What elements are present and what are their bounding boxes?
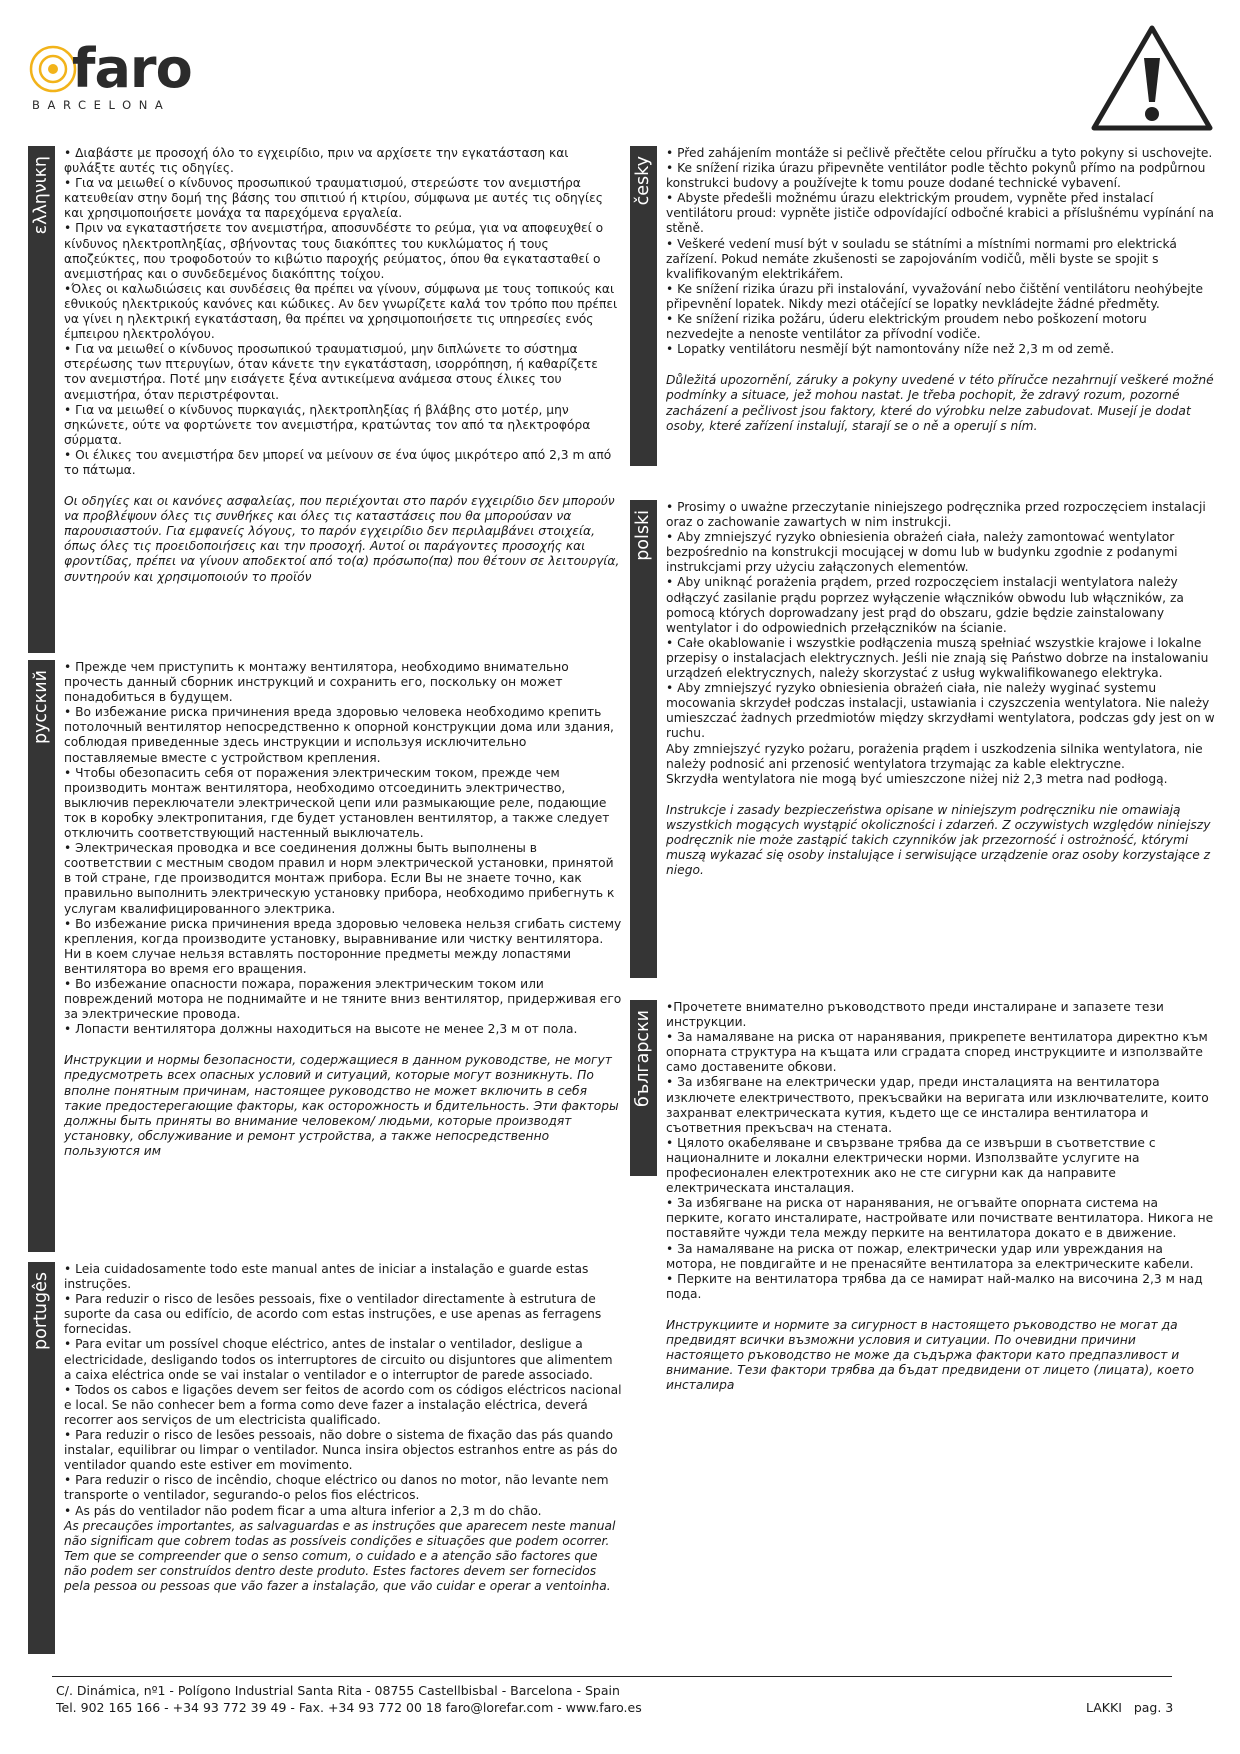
instruction-item: Aby zmniejszyć ryzyko pożaru, porażenia prądem i uszkodzenia silnika wentylatora, nie należy podnosić ani przenosić wentylatora trzymając za kable elektryczne. <box>666 741 1203 771</box>
model-name: LAKKI <box>1086 1700 1122 1715</box>
instruction-item: • Οι έλικες του ανεμιστήρα δεν μπορεί να μείνουν σε ένα ύψος μικρότερο από 2,3 m από το πάτωμα. <box>64 447 612 477</box>
note-greek: Οι οδηγίες και οι κανόνες ασφαλείας, που περιέχονται στο παρόν εγχειρίδιο δεν μπορούν να προβλέψουν όλες τις συνθήκες και όλες τις καταστάσεις που θα μπορούσαν να παρουσιαστούν. Για εμφανείς λόγους, το παρόν εγχειρίδιο δεν περιλαμβάνει στοιχεία, όπως όλες τις προειδοποιήσεις και την προσοχή. Αυτοί οι παράγοντες προσοχής και φροντίδας, πρέπει να γίνουν αποδεκτοί από το(α) πρόσωπο(πα) που θέτουν σε λειτουργία, συντηρούν και χρησιμοποιούν το προϊόν <box>64 494 620 584</box>
instruction-item: • Во избежание риска причинения вреда здоровью человека нельзя сгибать систему крепления, когда производите установку, выравнивание или чистку вентилятора. Ни в коем случае нельзя вставлять посторонние предметы между лопастями вентилятора во время его вращения. <box>64 916 622 976</box>
brand-subtitle: BARCELONA <box>32 98 171 112</box>
instruction-item: • Před zahájením montáže si pečlivě přečtěte celou příručku a tyto pokyny si uschovejte. <box>666 146 1213 160</box>
instructions-greek <box>64 146 622 478</box>
instruction-item: • Πριν να εγκαταστήσετε τον ανεμιστήρα, αποσυνδέστε το ρεύμα, για να αποφευχθεί ο κίνδυνος ηλεκτροπληξίας, σβήνοντας τους διακόπτες του κυκλώματος ή τους αποζεύκτες, που τροφοδοτούν το κιβώτιο παροχής ρεύματος, όπου θα εγκατασταθεί ο ανεμιστήρας και ο συνδεδεμένος διακόπτης τοίχου. <box>64 221 604 281</box>
instruction-item: • Para reduzir o risco de lesões pessoais, não dobre o sistema de fixação das pás quando instalar, equilibrar ou limpar o ventilador. Nunca insira objectos estranhos entre as pás do ventilador quando este estiver em movimento. <box>64 1428 618 1473</box>
instruction-item: • За намаляване на риска от наранявания, прикрепете вентилатора директно към опорната структура на къщата или сградата според инструкциите и използвайте само доставените обкови. <box>666 1030 1208 1075</box>
instruction-item: • Para reduzir o risco de lesões pessoais, fixe o ventilador directamente à estrutura de suporte da casa ou edifício, de acordo com estas instruções, e use apenas as ferragens fornecidas. <box>64 1292 602 1337</box>
instruction-item: • Lopatky ventilátoru nesmějí být namontovány níže než 2,3 m od země. <box>666 342 1115 357</box>
section-czech <box>630 146 1215 466</box>
instruction-item: • Aby uniknąć porażenia prądem, przed rozpoczęciem instalacji wentylatora należy odłączyć zasilanie prądu poprzez wyłączenie włączników obwodu lub włączników, za pomocą których doprowadzany jest prąd do obszaru, gdzie będzie zainstalowany wentylator i do odpowiednich przełączników na ścianie. <box>666 575 1184 635</box>
language-tab-polish: polski <box>630 500 657 978</box>
brand-name: faro <box>72 37 192 100</box>
instructions-russian <box>64 660 622 1037</box>
instruction-item: • Veškeré vedení musí být v souladu se státními a místními normami pro elektrická zařízení. Pokud nemáte zkušenosti se zapojováním vodičů, měli byste se spojit s kvalifikovaným elektrikářem. <box>666 236 1177 281</box>
instruction-item: • Aby zmniejszyć ryzyko obniesienia obrażeń ciała, należy zamontować wentylator bezpośrednio na konstrukcji mocującej w domu lub w budynku zgodnie z podanymi instrukcjami przy użyciu załączonych elementów. <box>666 530 1178 575</box>
instruction-item: • Лопасти вентилятора должны находиться на высоте не менее 2,3 м от пола. <box>64 1022 578 1037</box>
instruction-item: • Электрическая проводка и все соединения должны быть выполнены в соответствии с местным сводом правил и норм электрической установки, принятой в той стране, где производится монтаж прибора. Если Вы не знаете точно, как правильно выполнить электрическую установку прибора, необходимо прибегнуть к услугам квалифицированного электрика. <box>64 841 615 916</box>
instruction-item: • Перките на вентилатора трябва да се намират най-малко на височина 2,3 м над пода. <box>666 1271 1203 1301</box>
language-tab-russian: русский <box>28 660 55 1252</box>
instruction-item: • Για να μειωθεί ο κίνδυνος πυρκαγιάς, ηλεκτροπληξίας ή βλάβης στο μοτέρ, μην σηκώνετε, ούτε να φορτώνετε τον ανεμιστήρα, κρατώντας τον από τα ηλεκτροφόρα σύρματα. <box>64 402 591 447</box>
language-tab-greek: ελληνικη <box>28 146 55 653</box>
instruction-item: • Прежде чем приступить к монтажу вентилятора, необходимо внимательно прочесть данный сборник инструкций и сохранить его, поскольку он может понадобиться в будущем. <box>64 660 569 705</box>
instruction-item: • Leia cuidadosamente todo este manual antes de iniciar a instalação e guarde estas instruções. <box>64 1262 589 1292</box>
instruction-item: • За намаляване на риска от пожар, електрически удар или увреждания на мотора, не повдигайте и не пренасяйте вентилатора за електрическите кабели. <box>666 1241 1194 1271</box>
instruction-item: • Ke snížení rizika úrazu při instalování, vyvažování nebo čištění ventilátoru neohýbejte připevnění lopatek. Nikdy mezi otáčející se lopatky nevkládejte žádné předměty. <box>666 281 1203 311</box>
warning-triangle-icon <box>1088 22 1216 134</box>
instruction-item: • За избягване на риска от наранявания, не огъвайте опорната система на перките, когато инсталирате, настройвате или почиствате вентилатора. Никога не поставяйте чужди тела между перките на вентилатора докато е в движение. <box>666 1196 1214 1241</box>
instruction-item: • Για να μειωθεί ο κίνδυνος προσωπικού τραυματισμού, μην διπλώνετε το σύστημα στερέωσης των πτερυγίων, όταν κάνετε την εγκατάσταση, ισορρόπηση, ή καθαρίζετε τον ανεμιστήρα. Ποτέ μην εισάγετε ξένα αντικείμενα ανάμεσα στους έλικες του ανεμιστήρα, όταν περιστρέφονται. <box>64 342 598 402</box>
language-tab-bulgarian: български <box>630 1000 657 1176</box>
footer-page-info <box>1086 1700 1173 1715</box>
instruction-item: • Чтобы обезопасить себя от поражения электрическим током, прежде чем производить монтаж вентилятора, необходимо отсоединить электричество, выключив переключатели электрической цепи или размыкающие реле, подающие ток в коробку электропитания, где будет установлен вентилятор, а также следует отключить соответствующий настенный выключатель. <box>64 765 610 841</box>
instruction-item: • Για να μειωθεί ο κίνδυνος προσωπικού τραυματισμού, στερεώστε τον ανεμιστήρα κατευθείαν στην δομή της βάσης του σπιτιού ή κτιρίου, σύμφωνα με αυτές τις οδηγίες και χρησιμοποιήσετε μονάχα τα παρεχόμενα εργαλεία. <box>64 176 603 221</box>
section-bulgarian <box>630 1000 1215 1420</box>
section-russian <box>28 660 622 1252</box>
sun-logo-icon <box>28 44 78 94</box>
instruction-item: • Całe okablowanie i wszystkie podłączenia muszą spełniać wszystkie krajowe i lokalne przepisy o instalacjach elektrycznych. Jeśli nie znają się Państwo dobrze na instalowaniu urządzeń elektrycznych, należy skorzystać z usług wykwalifikowanego elektryka. <box>666 635 1209 681</box>
instruction-item: • За избягване на електрически удар, преди инсталацията на вентилатора изключете електричеството, прекъсвайки на веригата или изключвателите, които захранват електрическата кутия, където ще се инсталира вентилатора и съответния прекъсвач на стената. <box>666 1075 1209 1135</box>
instructions-czech <box>666 146 1215 357</box>
instruction-item: •Прочетете внимателно ръководството преди инсталиране и запазете тези инструкции. <box>666 1000 1164 1030</box>
section-portuguese <box>28 1262 622 1654</box>
instructions-polish <box>666 500 1215 787</box>
footer-phone-email-web: Tel. 902 165 166 - +34 93 772 39 49 - Fax. +34 93 772 00 18 faro@lorefar.com - www.faro.es <box>56 1700 642 1715</box>
language-tab-portuguese: portugês <box>28 1262 55 1654</box>
note-bulgarian: Инструкциите и нормите за сигурност в настоящето ръководство не могат да предвидят всички възможни условия и ситуации. По очевидни причини настоящето ръководство не може да съдържа фактори като предпазливост и внимание. Тези фактори трябва да бъдат предвидени от лицето (лицата), което инсталира <box>666 1317 1195 1393</box>
instruction-item: • Ke snížení rizika požáru, úderu elektrickým proudem nebo poškození motoru nezvedejte a nenoste ventilátor za přívodní vodiče. <box>666 312 1147 342</box>
note-russian: Инструкции и нормы безопасности, содержащиеся в данном руководстве, не могут предусмотреть всех опасных условий и ситуаций, которые могут возникнуть. По вполне понятным причинам, настоящее руководство не может включить в себя такие предостерегающие факторы, как осторожность и бдительность. Эти факторы должны быть приняты во внимание человеком/ людьми, которые производят установку, обслуживание и ремонт устройства, а также непосредственно пользуются им <box>64 1053 619 1158</box>
instruction-item: • Para reduzir o risco de incêndio, choque eléctrico ou danos no motor, não levante nem transporte o ventilador, segurando-o pelos fios eléctricos. <box>64 1473 609 1503</box>
instruction-item: Skrzydła wentylatora nie mogą być umieszczone niżej niż 2,3 metra nad podłogą. <box>666 771 1168 786</box>
footer-contact <box>56 1682 642 1716</box>
language-tab-czech: česky <box>630 146 657 466</box>
instruction-item: • Ke snížení rizika úrazu připevněte ventilátor podle těchto pokynů přímo na podpůrnou konstrukci budovy a používejte k tomu pouze dodané technické vybavení. <box>666 161 1206 191</box>
instruction-item: • Цялото окабеляване и свързване трябва да се извърши в съответствие с националните и локални електрически норми. Използвайте услугите на професионален електротехник ако не сте сигурни как да направите електрическата инсталация. <box>666 1135 1156 1196</box>
instruction-item: • Во избежание риска причинения вреда здоровью человека необходимо крепить потолочный вентилятор непосредственно к опорной конструкции дома или здания, соблюдая приведенные здесь инструкции и используя исключительно поставляемые вместе с устройством крепления. <box>64 705 614 765</box>
note-czech: Důležitá upozornění, záruky a pokyny uvedené v této příručce nezahrnují veškeré možné podmínky a situace, jež mohou nastat. Je třeba pochopit, že zdravý rozum, pozorné zacházení a pečlivost jsou faktory, které do výrobku nelze zabudovat. Musejí je dodat osoby, které zařízení instalují, starají se o ně a operují s ním. <box>666 373 1214 433</box>
instruction-item: • As pás do ventilador não podem ficar a uma altura inferior a 2,3 m do chão. <box>64 1503 542 1518</box>
footer-address: C/. Dinámica, nº1 - Polígono Industrial Santa Rita - 08755 Castellbisbal - Barcelona - Spain <box>56 1683 620 1698</box>
instructions-bulgarian <box>666 1000 1215 1302</box>
instruction-item: • Aby zmniejszyć ryzyko obniesienia obrażeń ciała, nie należy wyginać systemu mocowania skrzydeł podczas instalacji, ustawiania i czyszczenia wentylatora. Nie należy umieszczać żadnych przedmiotów między skrzydłami wentylatora, podczas gdy jest on w ruchu. <box>666 681 1215 741</box>
instruction-item: • Para evitar um possível choque eléctrico, antes de instalar o ventilador, desligue a electricidade, desligando todos os interruptores de circuito ou disjuntores que alimentem a caixa eléctrica onde se vai instalar o ventilador e o interruptor de parede associado. <box>64 1337 613 1382</box>
instruction-item: • Διαβάστε με προσοχή όλο το εγχειρίδιο, πριν να αρχίσετε την εγκατάσταση και φυλάξτε αυτές τις οδηγίες. <box>64 146 569 176</box>
instruction-item: • Todos os cabos e ligações devem ser feitos de acordo com os códigos eléctricos nacional e local. Se não conhecer bem a forma como deve fazer a instalação eléctrica, deverá recorrer aos serviços de um electricista qualificado. <box>64 1382 622 1427</box>
note-portuguese: As precauções importantes, as salvaguardas e as instruções que aparecem neste manual não significam que cobrem todas as possíveis condições e situações que podem ocorrer. Tem que se compreender que o senso comum, o cuidado e a atenção são factores que não podem ser construídos dentro deste produto. Estes factores devem ser fornecidos pela pessoa ou pessoas que vão fazer a instalação, que vão cuidar e operar a ventoinha. <box>64 1518 616 1593</box>
instructions-portuguese <box>64 1262 622 1519</box>
instruction-item: • Prosimy o uważne przeczytanie niniejszego podręcznika przed rozpoczęciem instalacji oraz o zachowanie zawartych w nim instrukcji. <box>666 500 1206 530</box>
section-polish <box>630 500 1215 978</box>
note-polish: Instrukcje i zasady bezpieczeństwa opisane w niniejszym podręczniku nie omawiają wszystkich mogących wystąpić okoliczności i zdarzeń. Z oczywistych względów niniejszy podręcznik nie może zastąpić takich czynników jak przezorność i ostrożność, którymi muszą wykazać się osoby instalujące i serwisujące urządzenie oraz osoby korzystające z niego. <box>666 802 1211 878</box>
section-greek <box>28 146 622 653</box>
faro-logo <box>28 37 208 114</box>
page-number: pag. 3 <box>1133 1700 1174 1715</box>
instruction-item: • Во избежание опасности пожара, поражения электрическим током или повреждений мотора не поднимайте и не тяните вниз вентилятор, придерживая его за электрические провода. <box>64 976 622 1022</box>
instruction-item: • Abyste předešli možnému úrazu elektrickým proudem, vypněte před instalací ventilátoru proud: vypněte jističe odpovídající odbočné krabici a příslušnému vypínání na stěně. <box>666 191 1214 236</box>
footer-divider <box>52 1676 1172 1677</box>
instruction-item: •Όλες οι καλωδιώσεις και συνδέσεις θα πρέπει να γίνουν, σύμφωνα με τους τοπικούς και εθνικούς ηλεκτρικούς κανόνες και κώδικες. Αν δεν γνωρίζετε καλά τον τρόπο που πρέπει να γίνει η ηλεκτρική εγκατάσταση, θα πρέπει να χρησιμοποιήσετε τις υπηρεσίες ενός έμπειρου ηλεκτρολόγου. <box>64 281 618 342</box>
